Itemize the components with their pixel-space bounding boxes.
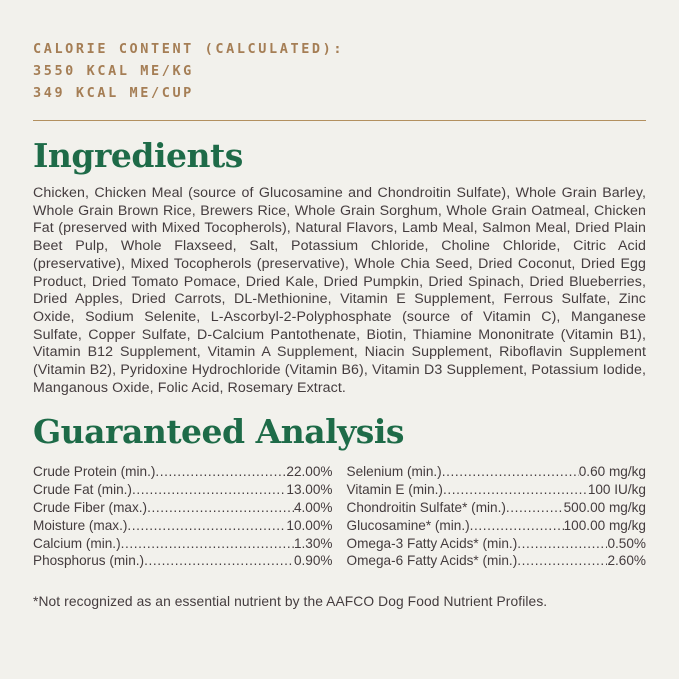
analysis-left-column	[33, 463, 333, 570]
guaranteed-analysis-heading: Guaranteed Analysis	[33, 412, 404, 452]
analysis-right-column	[347, 463, 647, 570]
analysis-label: Selenium (min.)	[346, 464, 442, 480]
analysis-value: 2.60%	[607, 553, 646, 569]
analysis-value: 22.00%	[286, 464, 333, 480]
table-row	[33, 463, 333, 481]
dot-leader	[121, 535, 294, 553]
calorie-kcal-per-cup: 349 KCAL ME/CUP	[33, 85, 194, 101]
dot-leader	[470, 517, 564, 535]
table-row	[347, 463, 647, 481]
analysis-value: 0.90%	[293, 553, 333, 569]
dot-leader	[517, 535, 607, 553]
analysis-label: Chondroitin Sulfate* (min.)	[346, 500, 506, 516]
dot-leader	[517, 552, 607, 570]
analysis-value: 100 IU/kg	[587, 482, 646, 498]
table-row	[347, 499, 647, 517]
dot-leader	[506, 499, 564, 517]
analysis-label: Omega-3 Fatty Acids* (min.)	[346, 535, 518, 551]
analysis-label: Moisture (max.)	[33, 517, 128, 533]
table-row	[347, 535, 647, 553]
analysis-value: 0.60 mg/kg	[578, 464, 646, 480]
dot-leader	[155, 463, 286, 481]
dot-leader	[132, 481, 286, 499]
table-row	[347, 481, 647, 499]
dot-leader	[442, 463, 579, 481]
calorie-content-heading: CALORIE CONTENT (CALCULATED):	[33, 41, 345, 57]
analysis-label: Calcium (min.)	[33, 535, 121, 551]
calorie-kcal-per-kg: 3550 KCAL ME/KG	[33, 63, 194, 79]
table-row	[33, 481, 333, 499]
analysis-value: 13.00%	[286, 482, 333, 498]
analysis-label: Crude Fat (min.)	[33, 482, 132, 498]
ingredients-text: Chicken, Chicken Meal (source of Glucosamine and Chondroitin Sulfate), Whole Grain Barley, Whole Grain Brown Rice, Brewers Rice, Whole Grain Sorghum, Whole Grain Oatmeal, Chicken Fat (preserved with Mixed Tocopherols), Natural Flavors, Lamb Meal, Salmon Meal, Dried Plain Beet Pulp, Whole Flaxseed, Salt, Potassium Chloride, Choline Chloride, Citric Acid (preservative), Mixed Tocopherols (preservative), Whole Chia Seed, Dried Coconut, Dried Egg Product, Dried Tomato Pomace, Dried Kale, Dried Pumpkin, Dried Spinach, Dried Blueberries, Dried Apples, Dried Carrots, DL-Methionine, Vitamin E Supplement, Ferrous Sulfate, Zinc Oxide, Sodium Selenite, L-Ascorbyl-2-Polyphosphate (source of Vitamin C), Manganese Sulfate, Copper Sulfate, D-Calcium Pantothenate, Biotin, Thiamine Mononitrate (Vitamin B1), Vitamin B12 Supplement, Vitamin A Supplement, Niacin Supplement, Riboflavin Supplement (Vitamin B2), Pyridoxine Hydrochloride (Vitamin B6), Vitamin D3 Supplement, Potassium Iodide, Manganous Oxide, Folic Acid, Rosemary Extract.	[33, 185, 646, 396]
guaranteed-analysis-table	[33, 463, 646, 570]
analysis-label: Glucosamine* (min.)	[346, 517, 470, 533]
analysis-label: Phosphorus (min.)	[33, 553, 145, 569]
aafco-footnote: *Not recognized as an essential nutrient by the AAFCO Dog Food Nutrient Profiles.	[33, 594, 548, 610]
analysis-value: 1.30%	[293, 535, 333, 551]
analysis-value: 0.50%	[607, 535, 646, 551]
table-row	[347, 552, 647, 570]
analysis-value: 10.00%	[286, 517, 333, 533]
section-divider	[33, 120, 646, 121]
dot-leader	[127, 517, 286, 535]
analysis-label: Crude Fiber (max.)	[33, 500, 148, 516]
analysis-label: Crude Protein (min.)	[33, 464, 156, 480]
table-row	[33, 499, 333, 517]
ingredients-heading: Ingredients	[33, 136, 243, 175]
analysis-label: Vitamin E (min.)	[346, 482, 443, 498]
dot-leader	[144, 552, 294, 570]
analysis-value: 100.00 mg/kg	[563, 517, 646, 533]
table-row	[347, 517, 647, 535]
analysis-value: 500.00 mg/kg	[563, 500, 646, 516]
table-row	[33, 552, 333, 570]
table-row	[33, 517, 333, 535]
dot-leader	[443, 481, 588, 499]
analysis-value: 4.00%	[293, 500, 333, 516]
calorie-content-block	[33, 38, 646, 104]
analysis-label: Omega-6 Fatty Acids* (min.)	[346, 553, 518, 569]
dot-leader	[147, 499, 294, 517]
table-row	[33, 535, 333, 553]
